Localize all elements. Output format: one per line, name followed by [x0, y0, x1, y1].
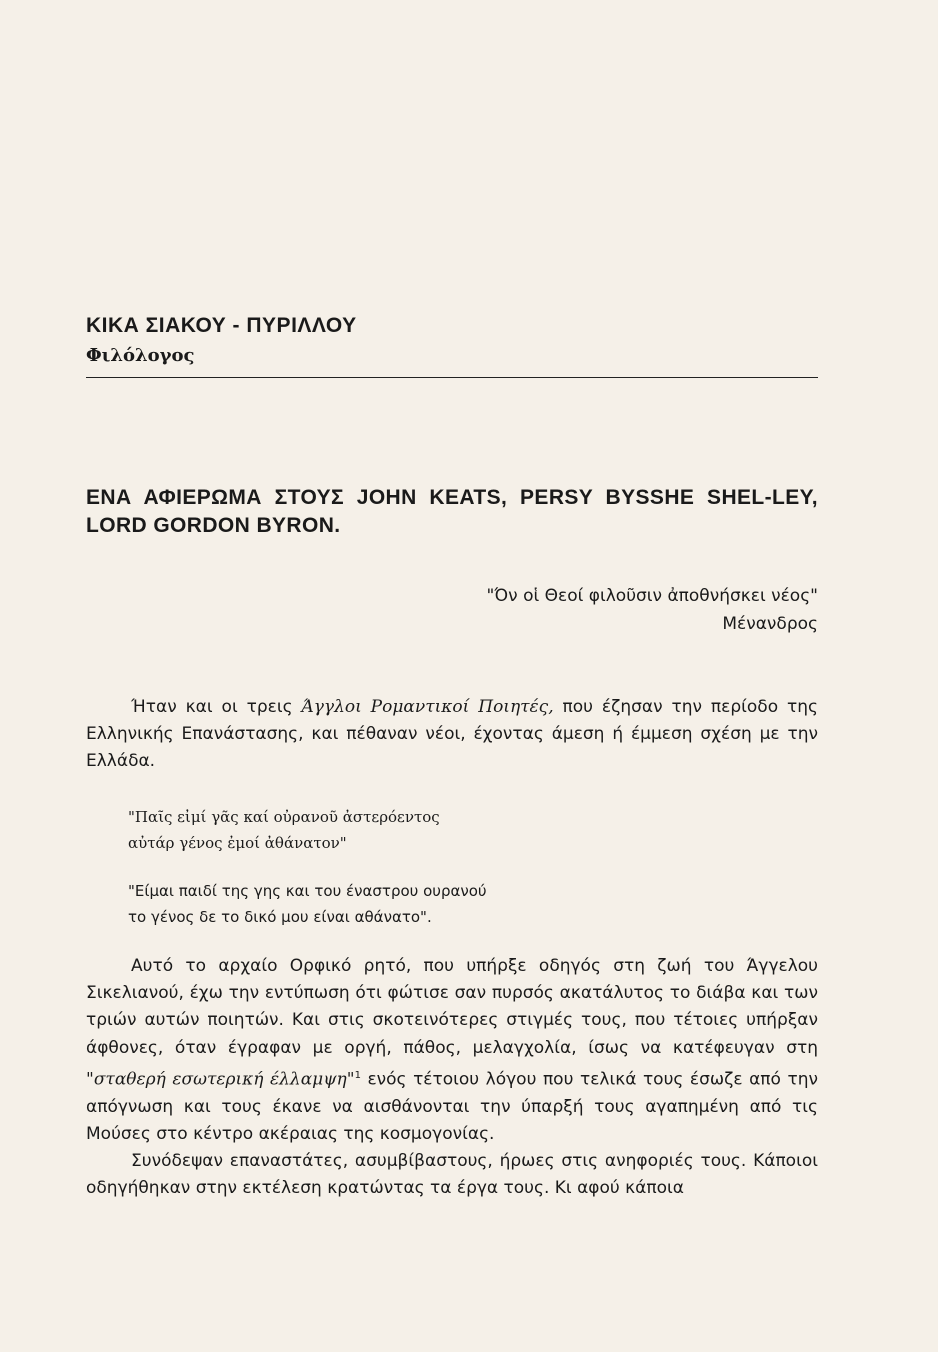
article-title: ΕΝΑ ΑΦΙΕΡΩΜΑ ΣΤΟΥΣ JOHN KEATS, PERSY BYSSHE SHEL-LEY, LORD GORDON BYRON. [86, 486, 818, 537]
verse-modern-line-1: "Είμαι παιδί της γης και του έναστρου ουρανού [128, 882, 487, 900]
document-page [86, 0, 818, 1352]
paragraph-orphic-emphasis: "σταθερή εσωτερική έλλαμψη" [86, 1069, 355, 1090]
paragraph-orphic [86, 953, 818, 1148]
paragraph-intro-end: που έζησαν την περίοδο της Ελληνικής Επανάστασης, και πέθαναν νέοι, έχοντας άμεση ή έμμεση σχέση με την Ελλάδα. [86, 697, 818, 771]
verse-ancient-line-2: αὐτάρ γένος ἐμοί ἀθάνατον" [128, 834, 347, 852]
paragraph-intro-start: Ήταν και οι τρεις [131, 697, 302, 717]
epigraph-quote: "Όν οἱ Θεοί φιλοῦσιν ἀποθνήσκει νέος" [486, 586, 818, 606]
paragraph-orphic-start: Αυτό το αρχαίο Ορφικό ρητό, που υπήρξε οδηγός στη ζωή του Άγγελου Σικελιανού, έχω την εντύπωση ότι φώτισε σαν πυρσός ακατάλυτος το διάβα και των τριών αυτών ποιητών. Και στις σκοτεινότερες στιγμές τους, που τέτοιες υπήρξαν άφθονες, όταν έγραφαν με οργή, πάθος, μελαγχολία, ίσως να κατέφευγαν στη [86, 956, 818, 1058]
verse-modern-line-2: το γένος δε το δικό μου είναι αθάνατο". [128, 908, 432, 926]
author-name: ΚΙΚΑ ΣΙΑΚΟΥ - ΠΥΡΙΛΛΟΥ [86, 314, 357, 337]
footnote-marker: 1 [354, 1069, 361, 1081]
epigraph [487, 582, 818, 638]
verse-ancient [128, 804, 440, 856]
body-paragraphs [86, 953, 818, 1202]
author-profession: Φιλόλογος [86, 345, 195, 366]
paragraph-intro-emphasis: Άγγλοι Ρομαντικοί Ποιητές, [301, 697, 554, 717]
paragraph-intro [86, 694, 818, 775]
paragraph-revolutionaries: Συνόδεψαν επαναστάτες, ασυμβίβαστους, ήρωες στις ανηφοριές τους. Κάποιοι οδηγήθηκαν στην εκτέλεση κρατώντας τα έργα τους. Κι αφού κάποια [86, 1151, 818, 1199]
verse-modern [128, 878, 487, 930]
verse-ancient-line-1: "Παῖς εἰμί γᾶς καί οὐρανοῦ ἀστερόεντος [128, 808, 440, 826]
paragraph-orphic-end: ενός τέτοιου λόγου που τελικά τους έσωζε από την απόγνωση και τους έκανε να αισθάνονται την ύπαρξή τους αγαπημένη από τις Μούσες στο κέντρο ακέραιας της κοσμογονίας. [86, 1069, 818, 1144]
epigraph-source: Μένανδρος [722, 614, 818, 634]
header-divider [86, 377, 818, 378]
